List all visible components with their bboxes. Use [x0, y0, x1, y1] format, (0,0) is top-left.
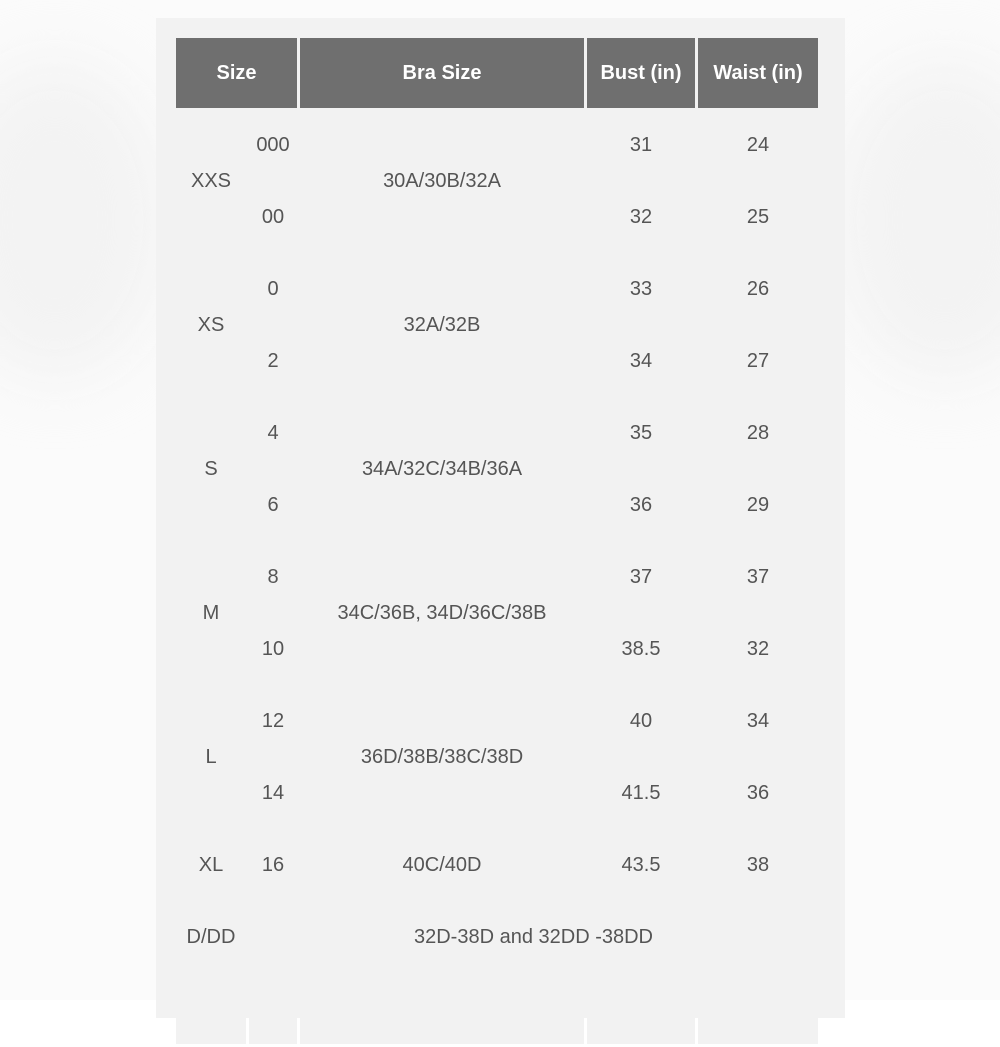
bust-cell: 32 [587, 183, 695, 252]
table-row [176, 399, 818, 468]
empty-cell [300, 975, 584, 1044]
waist-cell: 24 [698, 111, 818, 180]
bra-size-cell: 32A/32B [300, 255, 584, 396]
size-label-cell: S [176, 399, 246, 540]
numeric-size-cell: 2 [249, 327, 297, 396]
size-label-cell: XS [176, 255, 246, 396]
waist-cell: 36 [698, 759, 818, 828]
waist-cell: 29 [698, 471, 818, 540]
waist-cell: 38 [698, 831, 818, 900]
table-row [176, 831, 818, 900]
size-label-cell: XXS [176, 111, 246, 252]
bust-cell: 37 [587, 543, 695, 612]
size-label-cell: XL [176, 831, 246, 900]
header-bust: Bust (in) [587, 38, 695, 108]
numeric-size-cell: 12 [249, 687, 297, 756]
table-row [176, 903, 818, 972]
header-size: Size [176, 38, 297, 108]
numeric-size-cell: 16 [249, 831, 297, 900]
bra-size-cell: 30A/30B/32A [300, 111, 584, 252]
size-chart-table [173, 35, 821, 1047]
numeric-size-cell: 00 [249, 183, 297, 252]
waist-cell: 37 [698, 543, 818, 612]
bust-cell: 34 [587, 327, 695, 396]
empty-cell [698, 975, 818, 1044]
header-bra-size: Bra Size [300, 38, 584, 108]
numeric-size-cell: 10 [249, 615, 297, 684]
bra-size-cell: 34C/36B, 34D/36C/38B [300, 543, 584, 684]
bust-cell: 40 [587, 687, 695, 756]
waist-cell: 28 [698, 399, 818, 468]
bust-cell: 35 [587, 399, 695, 468]
bra-size-cell: 40C/40D [300, 831, 584, 900]
size-label-cell: M [176, 543, 246, 684]
waist-cell: 25 [698, 183, 818, 252]
table-row [176, 255, 818, 324]
table-row-partial [176, 975, 818, 1044]
table-row [176, 687, 818, 756]
numeric-size-cell: 4 [249, 399, 297, 468]
bust-cell: 31 [587, 111, 695, 180]
header-row [176, 38, 818, 108]
numeric-size-cell: 000 [249, 111, 297, 180]
empty-cell [249, 975, 297, 1044]
bra-size-cell: 34A/32C/34B/36A [300, 399, 584, 540]
empty-cell [176, 975, 246, 1044]
numeric-size-cell: 14 [249, 759, 297, 828]
bra-size-note-cell: 32D-38D and 32DD -38DD [249, 903, 818, 972]
bust-cell: 36 [587, 471, 695, 540]
waist-cell: 34 [698, 687, 818, 756]
numeric-size-cell: 8 [249, 543, 297, 612]
waist-cell: 26 [698, 255, 818, 324]
bust-cell: 33 [587, 255, 695, 324]
header-waist: Waist (in) [698, 38, 818, 108]
empty-cell [587, 975, 695, 1044]
bust-cell: 43.5 [587, 831, 695, 900]
waist-cell: 32 [698, 615, 818, 684]
bust-cell: 41.5 [587, 759, 695, 828]
table-row [176, 543, 818, 612]
bra-size-cell: 36D/38B/38C/38D [300, 687, 584, 828]
numeric-size-cell: 0 [249, 255, 297, 324]
size-label-cell: L [176, 687, 246, 828]
bust-cell: 38.5 [587, 615, 695, 684]
table-row [176, 111, 818, 180]
waist-cell: 27 [698, 327, 818, 396]
numeric-size-cell: 6 [249, 471, 297, 540]
size-label-cell: D/DD [176, 903, 246, 972]
